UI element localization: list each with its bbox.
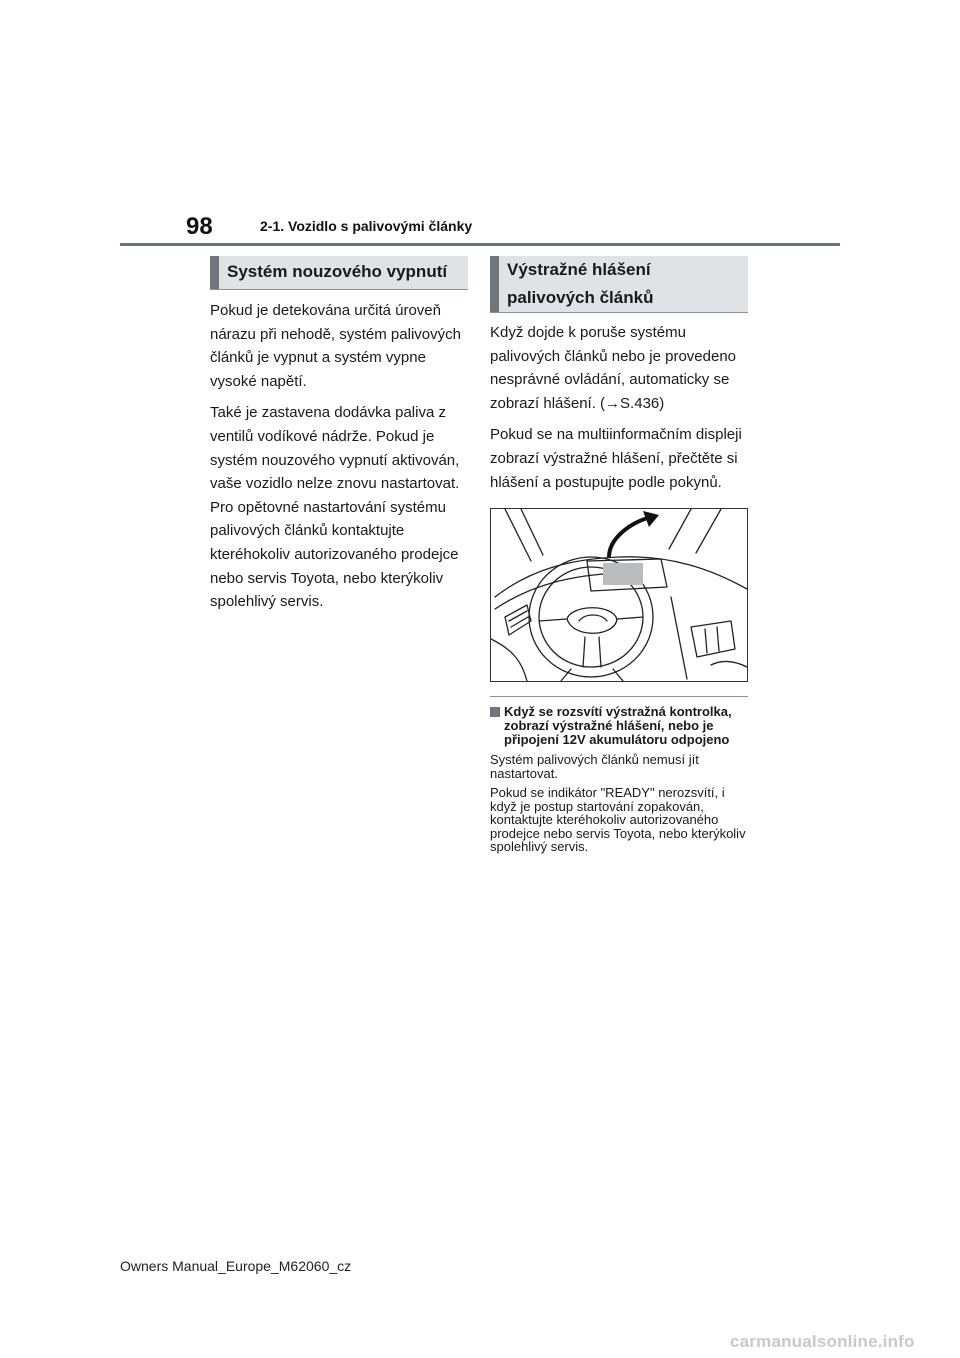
paragraph: Také je zastavena dodávka paliva z ventilů vodíkové nádrže. Pokud je systém nouzového vypnutí aktivován, vaše vozidlo nelze znovu nastartovat. Pro opětovné nastartování systému palivových článků kontaktujte kteréhokoliv autorizovaného prodejce nebo servis Toyota, nebo kterýkoliv spolehlivý servis.: [210, 404, 460, 611]
section-underline: [210, 289, 468, 290]
subheading-text: Když se rozsvítí výstražná kontrolka, zobrazí výstražné hlášení, nebo je připojení 12V akumulátoru odpojeno: [504, 704, 732, 748]
watermark: carmanualsonline.info: [730, 1332, 915, 1351]
dashboard-figure: [490, 508, 748, 682]
dashboard-illustration-icon: [491, 509, 747, 681]
section-heading-emergency-shutdown: Systém nouzového vypnutí: [210, 256, 468, 289]
note-text: Pokud se indikátor "READY" nerozsvítí, i když je postup startování zopakován, kontaktujte kteréhokoliv autorizovaného prodejce nebo servis Toyota, nebo kterýkoliv spolehlivý servis.: [490, 785, 746, 855]
paragraph: Když dojde k poruše systému palivových článků nebo je provedeno nesprávné ovládání, automaticky se zobrazí hlášení. (→S.436): [490, 324, 736, 412]
square-bullet-icon: [490, 707, 500, 717]
header-rule: [120, 243, 840, 246]
figure-divider: [490, 696, 748, 697]
page-number: 98: [186, 213, 213, 240]
footer-manual-id: Owners Manual_Europe_M62060_cz: [120, 1258, 352, 1274]
left-column: [210, 256, 468, 614]
paragraph: Pokud se na multiinformačním displeji zobrazí výstražné hlášení, přečtěte si hlášení a postupujte podle pokynů.: [490, 426, 742, 491]
chapter-title: 2-1. Vozidlo s palivovými články: [260, 218, 473, 234]
section-heading-warning-message: Výstražné hlášení palivových článků: [490, 256, 748, 312]
subheading: [490, 705, 748, 747]
paragraph: Pokud je detekována určitá úroveň nárazu při nehodě, systém palivových článků je vypnut a systém vypne vysoké napětí.: [210, 302, 461, 390]
section-underline: [490, 312, 748, 313]
note-text: Systém palivových článků nemusí jít nastartovat.: [490, 752, 699, 781]
right-column: [490, 256, 748, 854]
